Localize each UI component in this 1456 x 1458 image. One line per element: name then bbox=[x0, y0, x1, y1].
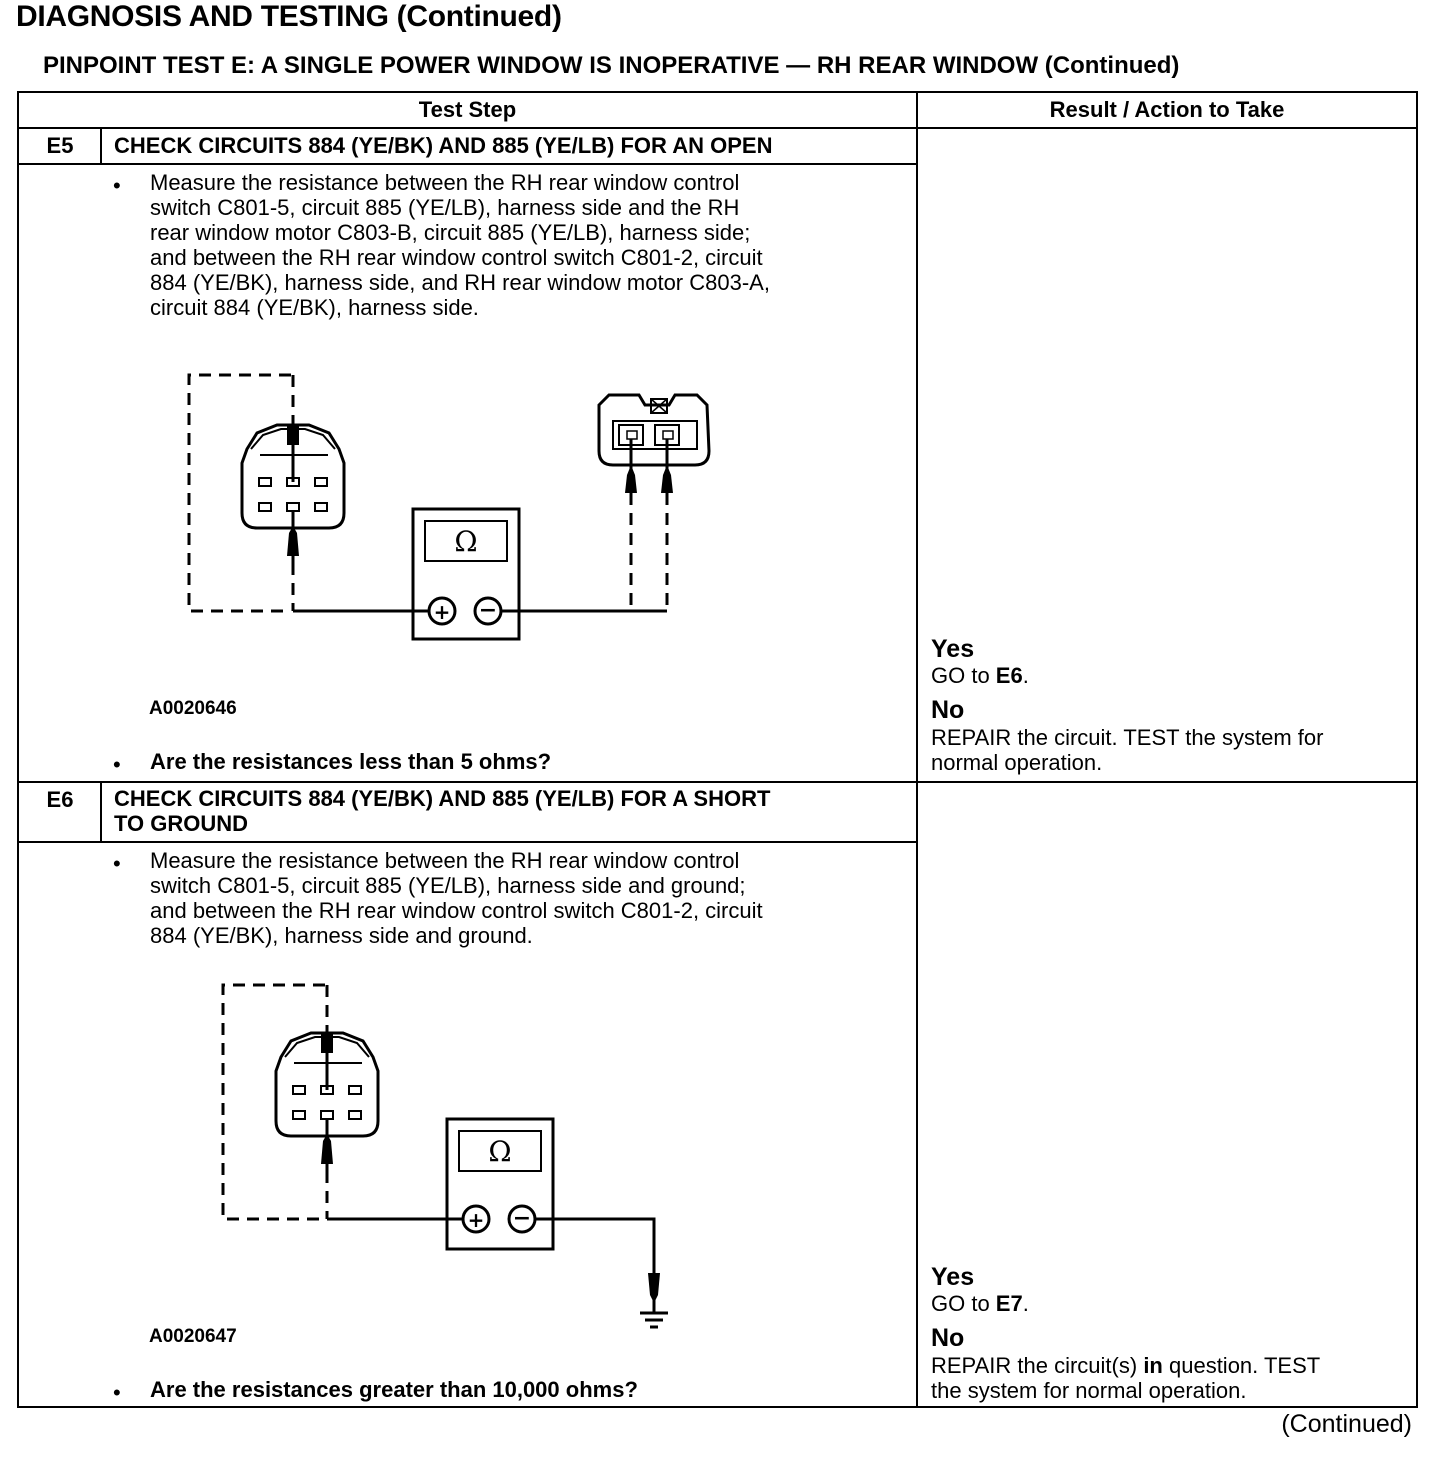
pinpoint-test-title: PINPOINT TEST E: A SINGLE POWER WINDOW IS INOPERATIVE — RH REAR WINDOW (Continued) bbox=[43, 52, 1180, 79]
step-title-divider bbox=[19, 163, 916, 165]
instruction-line: 884 (YE/BK), harness side, and RH rear window motor C803-A, bbox=[150, 270, 770, 295]
instruction-line: Measure the resistance between the RH rear window control bbox=[150, 170, 740, 195]
result-line: normal operation. bbox=[931, 750, 1103, 775]
result-no-action bbox=[931, 1353, 1320, 1403]
result-yes-action: GO to E6. bbox=[931, 663, 1029, 688]
e5-wiring-diagram bbox=[169, 363, 729, 663]
step-instruction-e5 bbox=[150, 170, 770, 320]
result-yes-action: GO to E7. bbox=[931, 1291, 1029, 1316]
bullet: • bbox=[113, 851, 121, 876]
row-divider bbox=[19, 781, 1416, 783]
instruction-line: 884 (YE/BK), harness side and ground. bbox=[150, 923, 533, 948]
step-title-e5: CHECK CIRCUITS 884 (YE/BK) AND 885 (YE/LB) FOR AN OPEN bbox=[114, 133, 773, 158]
result-line: REPAIR the circuit. TEST the system for bbox=[931, 725, 1324, 750]
result-line: the system for normal operation. bbox=[931, 1378, 1247, 1403]
result-no-label: No bbox=[931, 1324, 965, 1352]
minus-sign: − bbox=[512, 1206, 532, 1231]
e6-wiring-diagram bbox=[209, 973, 709, 1333]
plus-sign: + bbox=[467, 1208, 485, 1232]
result-no-label: No bbox=[931, 696, 965, 724]
minus-sign: − bbox=[478, 598, 498, 623]
continued-label: (Continued) bbox=[1281, 1410, 1412, 1438]
result-yes-label: Yes bbox=[931, 1263, 975, 1291]
result-yes-label: Yes bbox=[931, 635, 975, 663]
instruction-line: switch C801-5, circuit 885 (YE/LB), harness side and ground; bbox=[150, 873, 746, 898]
instruction-line: and between the RH rear window control switch C801-2, circuit bbox=[150, 245, 763, 270]
step-id-e5: E5 bbox=[46, 133, 74, 158]
question-e5: Are the resistances less than 5 ohms? bbox=[150, 749, 552, 774]
plus-sign: + bbox=[433, 600, 451, 624]
dashed-harness-line bbox=[223, 985, 325, 1219]
column-divider bbox=[916, 93, 918, 1406]
step-instruction-e6 bbox=[150, 848, 763, 948]
step-id-e6: E6 bbox=[46, 787, 74, 812]
ohm-symbol: Ω bbox=[488, 1135, 512, 1168]
header-divider bbox=[19, 127, 1416, 129]
result-no-action bbox=[931, 725, 1323, 775]
ohm-symbol: Ω bbox=[454, 525, 478, 558]
instruction-line: and between the RH rear window control switch C801-2, circuit bbox=[150, 898, 763, 923]
instruction-line: Measure the resistance between the RH rear window control bbox=[150, 848, 740, 873]
title-line: CHECK CIRCUITS 884 (YE/BK) AND 885 (YE/LB) FOR A SHORT bbox=[114, 786, 771, 811]
step-title-e6 bbox=[114, 786, 904, 836]
title-line: TO GROUND bbox=[114, 811, 249, 836]
figure-id-e5: A0020646 bbox=[149, 698, 237, 719]
step-title-divider bbox=[19, 841, 916, 843]
figure-id-e6: A0020647 bbox=[149, 1326, 237, 1347]
dashed-harness-line bbox=[189, 375, 291, 611]
instruction-line: rear window motor C803-B, circuit 885 (YE/LB), harness side; bbox=[150, 220, 751, 245]
bullet: • bbox=[113, 1380, 121, 1405]
page-title: DIAGNOSIS AND TESTING (Continued) bbox=[16, 0, 562, 33]
bullet: • bbox=[113, 173, 121, 198]
pinpoint-test-table bbox=[17, 91, 1418, 1408]
instruction-line: circuit 884 (YE/BK), harness side. bbox=[150, 295, 479, 320]
result-line: REPAIR the circuit(s) in question. TEST bbox=[931, 1353, 1321, 1378]
instruction-line: switch C801-5, circuit 885 (YE/LB), harness side and the RH bbox=[150, 195, 740, 220]
question-e6: Are the resistances greater than 10,000 ohms? bbox=[150, 1377, 638, 1402]
header-test-step: Test Step bbox=[418, 97, 517, 122]
header-result: Result / Action to Take bbox=[1049, 97, 1285, 122]
bullet: • bbox=[113, 752, 121, 777]
